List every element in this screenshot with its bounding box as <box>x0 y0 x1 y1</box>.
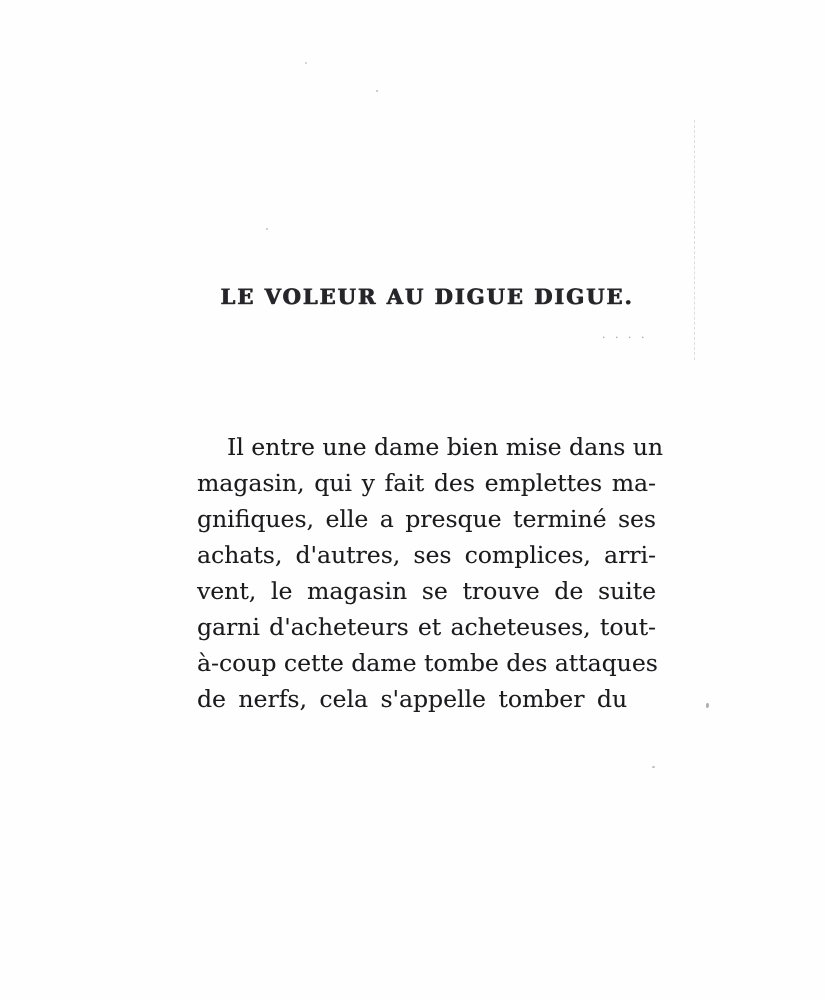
scan-artifact-edge-line <box>694 120 695 360</box>
paragraph-line: achats, d'autres, ses complices, arri- <box>197 541 656 569</box>
scan-artifact-speck <box>706 703 709 708</box>
scan-artifact-speck <box>305 62 307 64</box>
paragraph-line: Il entre une dame bien mise dans un <box>227 433 664 461</box>
scan-artifact-speck <box>652 766 655 768</box>
paragraph-line: gnifiques, elle a presque terminé ses <box>197 505 656 533</box>
paragraph-line: à-coup cette dame tombe des attaques <box>197 649 658 677</box>
scan-artifact-speck <box>266 228 268 230</box>
scan-artifact-speck <box>376 90 378 92</box>
paragraph <box>197 429 664 717</box>
paragraph-line: vent, le magasin se trouve de suite <box>197 577 656 605</box>
paragraph-line: garni d'acheteurs et acheteuses, tout- <box>197 613 656 641</box>
paragraph-line: magasin, qui y fait des emplettes ma- <box>197 469 656 497</box>
page-title: LE VOLEUR AU DIGUE DIGUE. <box>220 284 634 309</box>
scan-artifact-dots: · · · · <box>602 331 648 344</box>
paragraph-line: de nerfs, cela s'appelle tomber du <box>197 685 628 713</box>
